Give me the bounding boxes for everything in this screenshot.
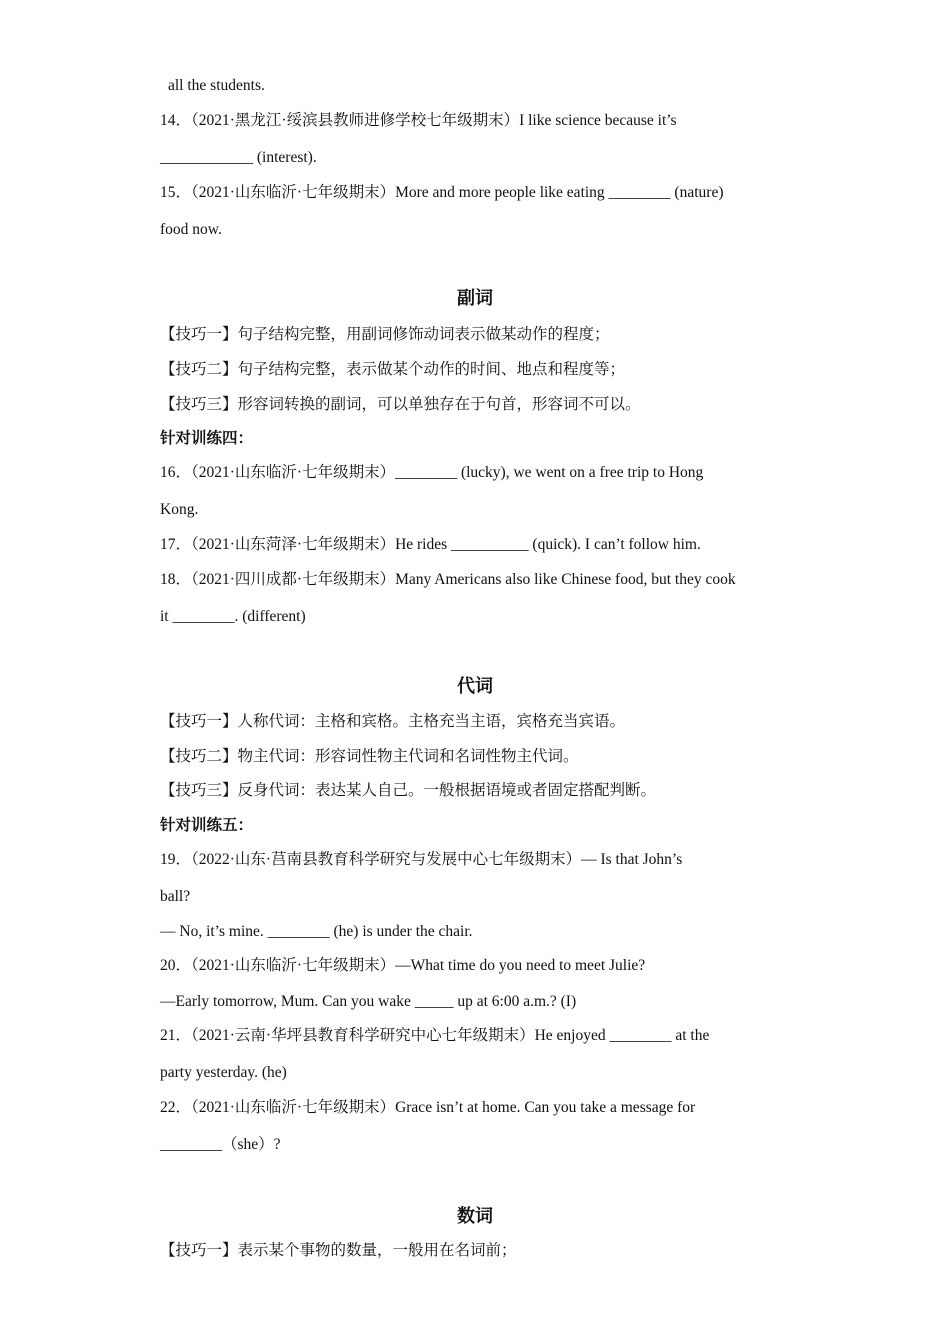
- section-title-numeral: 数词: [457, 1206, 493, 1227]
- question-22-line-1: 22．（2021·山东临沂·七年级期末）Grace isn’t at home. Can you take a message for: [160, 1099, 696, 1116]
- pronoun-tip-2: 【技巧二】物主代词：形容词性物主代词和名词性物主代词。: [160, 748, 579, 765]
- question-19-line-2: ball?: [160, 888, 191, 905]
- question-19-line-3: — No, it’s mine. ________ (he) is under the chair.: [160, 923, 473, 940]
- numeral-tip-1: 【技巧一】表示某个事物的数量，一般用在名词前；: [160, 1242, 517, 1259]
- section-title-pronoun: 代词: [457, 676, 493, 697]
- question-16-line-2: Kong.: [160, 501, 199, 518]
- question-14-line-1: 14．（2021·黑龙江·绥滨县教师进修学校七年级期末）I like science because it’s: [160, 112, 677, 129]
- question-14-line-2: ____________ (interest).: [160, 149, 317, 166]
- question-16-line-1: 16．（2021·山东临沂·七年级期末）________ (lucky), we went on a free trip to Hong: [160, 464, 704, 481]
- adverb-tip-1: 【技巧一】句子结构完整，用副词修饰动词表示做某动作的程度；: [160, 326, 610, 343]
- pronoun-tip-3: 【技巧三】反身代词：表达某人自己。一般根据语境或者固定搭配判断。: [160, 782, 657, 799]
- question-18-line-2: it ________. (different): [160, 608, 306, 625]
- training-5-label: 针对训练五：: [160, 817, 254, 834]
- question-21-line-2: party yesterday. (he): [160, 1064, 287, 1081]
- question-21-line-1: 21．（2021·云南·华坪县教育科学研究中心七年级期末）He enjoyed ________ at the: [160, 1027, 710, 1044]
- question-17: 17．（2021·山东菏泽·七年级期末）He rides __________ (quick). I can’t follow him.: [160, 536, 701, 553]
- question-19-line-1: 19．（2022·山东·莒南县教育科学研究与发展中心七年级期末）— Is that John’s: [160, 851, 683, 868]
- question-22-line-2: ________（she）?: [160, 1136, 281, 1153]
- adverb-tip-2: 【技巧二】句子结构完整，表示做某个动作的时间、地点和程度等；: [160, 361, 626, 378]
- question-20-line-2: —Early tomorrow, Mum. Can you wake _____ up at 6:00 a.m.? (I): [160, 993, 577, 1010]
- question-15-line-1: 15．（2021·山东临沂·七年级期末）More and more people like eating ________ (nature): [160, 184, 724, 201]
- training-4-label: 针对训练四：: [160, 430, 254, 447]
- question-13-continuation: all the students.: [168, 77, 265, 94]
- adverb-tip-3: 【技巧三】形容词转换的副词，可以单独存在于句首，形容词不可以。: [160, 396, 641, 413]
- section-title-adverb: 副词: [457, 288, 493, 309]
- question-20-line-1: 20．（2021·山东临沂·七年级期末）—What time do you need to meet Julie?: [160, 957, 646, 974]
- question-15-line-2: food now.: [160, 221, 222, 238]
- pronoun-tip-1: 【技巧一】人称代词：主格和宾格。主格充当主语，宾格充当宾语。: [160, 713, 626, 730]
- question-18-line-1: 18．（2021·四川成都·七年级期末）Many Americans also like Chinese food, but they cook: [160, 571, 736, 588]
